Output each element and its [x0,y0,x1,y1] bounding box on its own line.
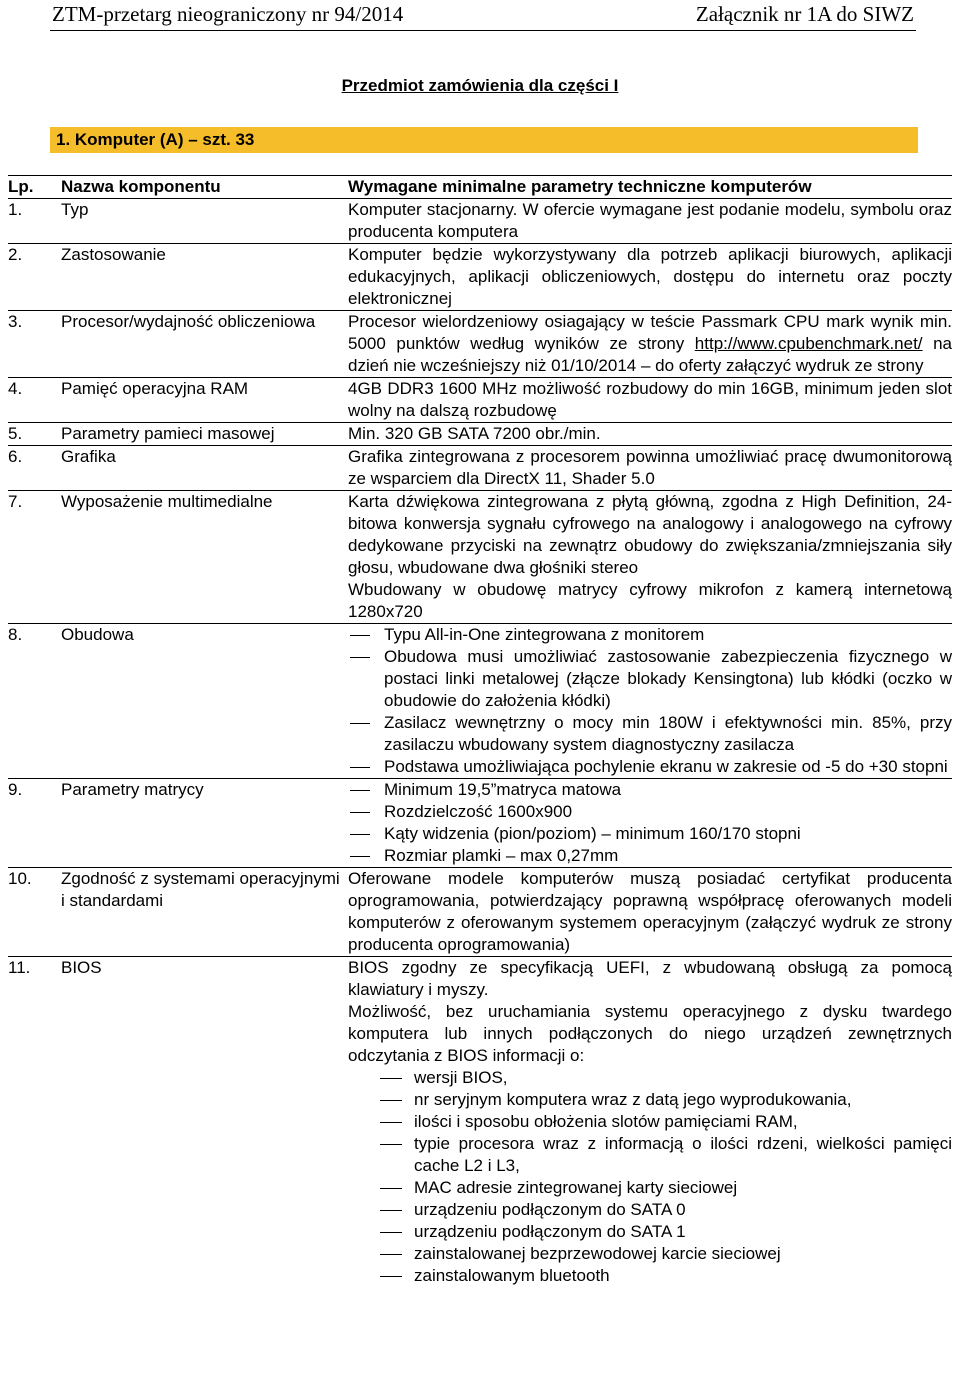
list-item: Minimum 19,5”matryca matowa [348,779,952,801]
list-item: Typu All-in-One zintegrowana z monitorem [348,624,952,646]
list-item: nr seryjnym komputera wraz z datą jego wyprodukowania, [348,1089,952,1111]
table-row [8,311,952,378]
list-item: zainstalowanej bezprzewodowej karcie sieciowej [348,1243,952,1265]
row-requirements: Oferowane modele komputerów muszą posiadać certyfikat producenta oprogramowania, potwierdzający poprawną współpracę oferowanych modeli komputerów z oferowanym systemem operacyjnym (załączyć wydruk ze strony producenta oprogramowania) [348,869,952,954]
requirement-list [348,779,952,867]
table-row [8,378,952,423]
row-name: BIOS [61,958,102,977]
row-number: 10. [8,869,32,888]
list-item: Kąty widzenia (pion/poziom) – minimum 160/170 stopni [348,823,952,845]
header-left: ZTM-przetarg nieograniczony nr 94/2014 [52,2,404,26]
row-number: 6. [8,447,23,466]
row-number: 2. [8,245,23,264]
row-name: Wyposażenie multimedialne [61,492,273,511]
row-requirements: Komputer będzie wykorzystywany dla potrzeb aplikacji biurowych, aplikacji edukacyjnych, aplikacji obliczeniowych, dostępu do internetu oraz poczty elektronicznej [348,245,952,308]
col-header-params: Wymagane minimalne parametry techniczne komputerów [348,177,812,196]
row-name: Parametry pamieci masowej [61,424,275,443]
row-name: Parametry matrycy [61,780,204,799]
header-divider [50,30,916,31]
list-item: Podstawa umożliwiająca pochylenie ekranu w zakresie od -5 do +30 stopni [348,756,952,778]
row-name: Typ [61,200,89,219]
requirement-text: Możliwość, bez uruchamiania systemu operacyjnego z dysku twardego komputera lub innych podłączonych do niego urządzeń zewnętrznych odczytania z BIOS informacji o: [348,1002,952,1065]
requirement-text: na dzień nie wcześniejszy niż 01/10/2014 – do oferty załączyć wydruk ze strony [348,334,952,375]
row-requirements: Grafika zintegrowana z procesorem powinna umożliwiać pracę dwumonitorową ze wsparciem dla DirectX 11, Shader 5.0 [348,447,952,488]
requirement-list [348,1067,952,1287]
requirement-text: BIOS zgodny ze specyfikacją UEFI, z wbudowaną obsługą za pomocą klawiatury i myszy. [348,958,952,999]
list-item: urządzeniu podłączonym do SATA 1 [348,1221,952,1243]
table-row [8,199,952,244]
table-row [8,446,952,491]
row-requirements: Komputer stacjonarny. W ofercie wymagane jest podanie modelu, symbolu oraz producenta komputera [348,200,952,241]
section-title: 1. Komputer (A) – szt. 33 [50,127,918,153]
list-item: Obudowa musi umożliwiać zastosowanie zabezpieczenia fizycznego w postaci linki metalowej (złącze blokady Kensingtona) lub kłódki (oczko w obudowie do założenia kłódki) [348,646,952,712]
list-item: typie procesora wraz z informacją o ilości rdzeni, wielkości pamięci cache L2 i L3, [348,1133,952,1177]
row-number: 5. [8,424,23,443]
col-header-name: Nazwa komponentu [61,177,221,196]
requirement-text: Wbudowany w obudowę matrycy cyfrowy mikrofon z kamerą internetową 1280x720 [348,580,952,621]
row-requirements [348,957,952,1287]
col-header-lp: Lp. [8,177,34,196]
subject-title: Przedmiot zamówienia dla części I [341,76,619,95]
requirement-text: Procesor wielordzeniowy osiagający w teście Passmark CPU mark wynik min. 5000 punktów według wyników ze strony [348,312,952,353]
page-header [0,0,960,28]
row-number: 1. [8,200,23,219]
row-name: Zgodność z systemami operacyjnymi i standardami [61,869,340,910]
list-item: Rozdzielczość 1600x900 [348,801,952,823]
row-requirements [348,779,952,867]
row-name: Zastosowanie [61,245,166,264]
list-item: MAC adresie zintegrowanej karty sieciowej [348,1177,952,1199]
row-number: 9. [8,780,23,799]
table-row [8,491,952,624]
list-item: urządzeniu podłączonym do SATA 0 [348,1199,952,1221]
requirement-text: Karta dźwiękowa zintegrowana z płytą główną, zgodna z High Definition, 24-bitowa konwersja sygnału cyfrowego na analogowy i analogowego na cyfrowy dedykowane przyciski na zewnątrz obudowy do zwiększania/zmniejszania siły głosu, wbudowane dwa głośniki stereo [348,492,952,577]
row-name: Procesor/wydajność obliczeniowa [61,312,316,331]
table-row [8,624,952,779]
row-requirements [348,311,952,377]
list-item: Rozmiar plamki – max 0,27mm [348,845,952,867]
list-item: Zasilacz wewnętrzny o mocy min 180W i efektywności min. 85%, przy zasilaczu wbudowany system diagnostyczny zasilacza [348,712,952,756]
row-name: Pamięć operacyjna RAM [61,379,249,398]
row-name: Obudowa [61,625,134,644]
list-item: zainstalowanym bluetooth [348,1265,952,1287]
row-number: 8. [8,625,23,644]
requirement-list [348,624,952,778]
list-item: wersji BIOS, [348,1067,952,1089]
row-requirements: Min. 320 GB SATA 7200 obr./min. [348,424,601,443]
table-row [8,779,952,868]
row-number: 11. [8,958,31,977]
header-right: Załącznik nr 1A do SIWZ [695,2,914,26]
spec-table [8,175,952,1287]
row-number: 7. [8,492,23,511]
list-item: ilości i sposobu obłożenia slotów pamięciami RAM, [348,1111,952,1133]
row-requirements [348,624,952,778]
table-row [8,957,952,1287]
cpubenchmark-link[interactable]: http://www.cpubenchmark.net/ [694,334,923,353]
row-name: Grafika [61,447,116,466]
table-row [8,244,952,311]
row-number: 4. [8,379,23,398]
table-row [8,868,952,957]
row-number: 3. [8,312,23,331]
table-row [8,423,952,446]
row-requirements [348,491,952,623]
row-requirements: 4GB DDR3 1600 MHz możliwość rozbudowy do min 16GB, minimum jeden slot wolny na dalszą rozbudowę [348,379,952,420]
table-header-row [8,175,952,199]
